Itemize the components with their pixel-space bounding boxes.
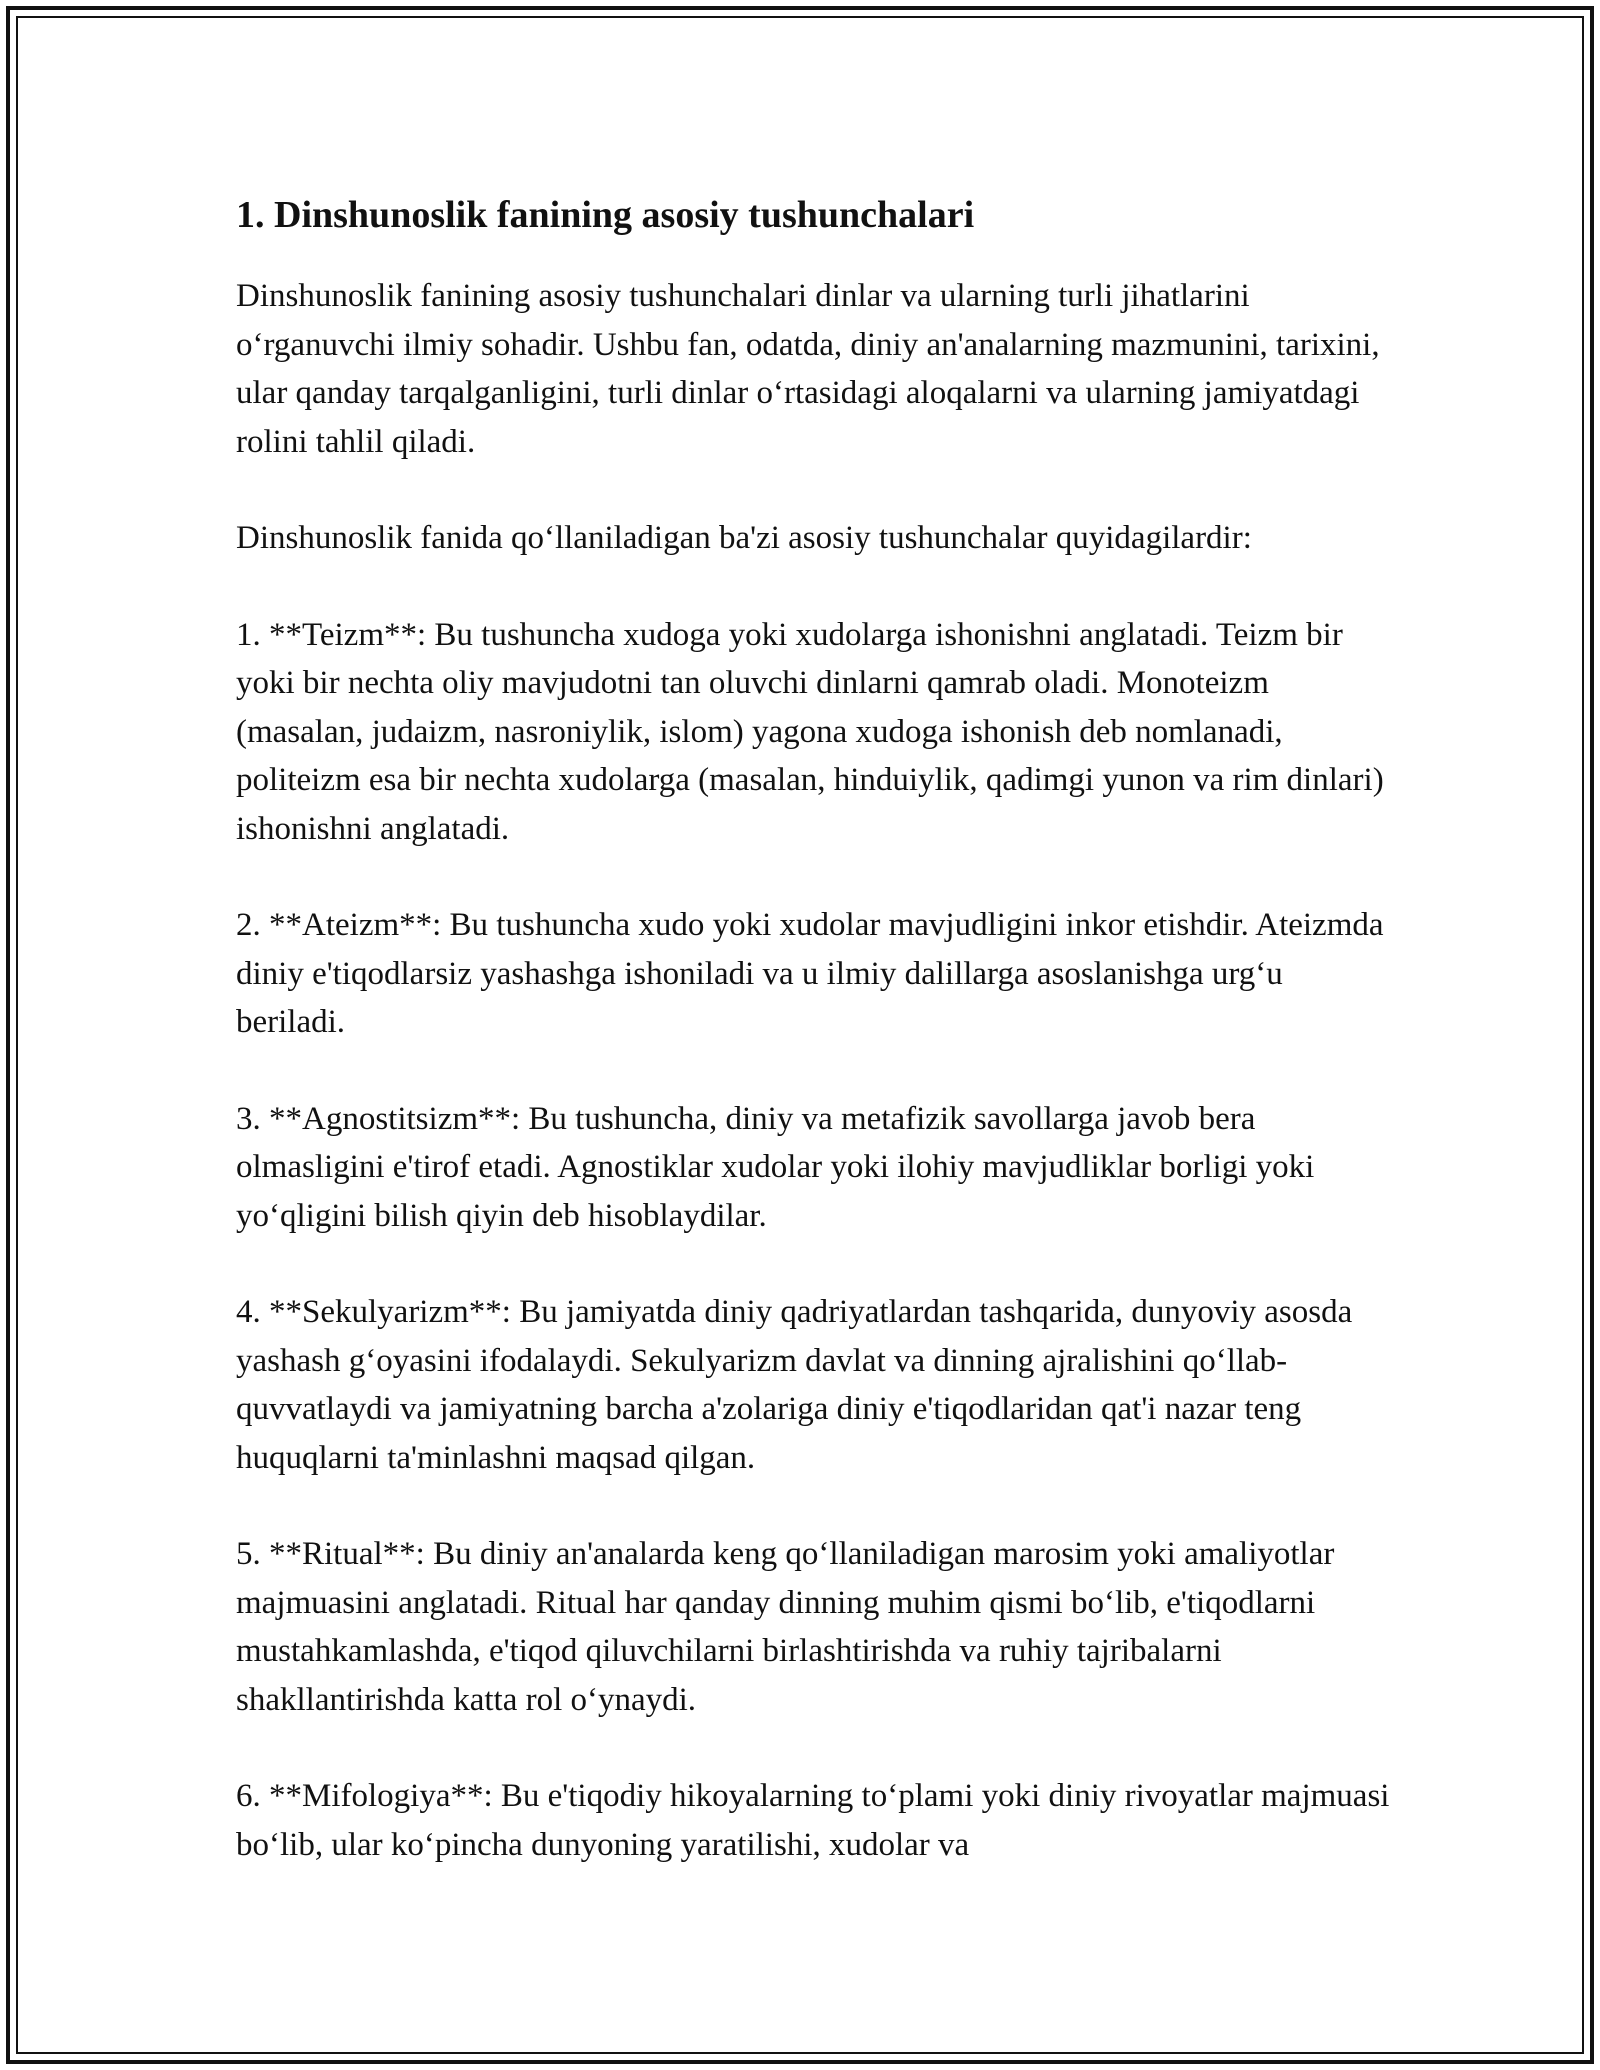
- concept-mifologiya-paragraph: 6. **Mifologiya**: Bu e'tiqodiy hikoyalarning to‘plami yoki diniy rivoyatlar majmuasi bo‘lib, ular ko‘pincha dunyoning yaratilishi, xudolar va: [236, 1778, 1390, 1863]
- concept-agnostitsizm-paragraph: 3. **Agnostitsizm**: Bu tushuncha, diniy va metafizik savollarga javob bera olmasligini e'tirof etadi. Agnostiklar xudolar yoki ilohiy mavjudliklar borligi yoki yo‘qligini bilish qiyin deb hisoblaydilar.: [236, 1100, 1315, 1234]
- intro-paragraph: Dinshunoslik fanining asosiy tushunchalari dinlar va ularning turli jihatlarini o‘rganuvchi ilmiy sohadir. Ushbu fan, odatda, diniy an'analarning mazmunini, tarixini, ular qanday tarqalganligini, turli dinlar o‘rtasidagi aloqalarni va ularning jamiyatdagi rolini tahlil qiladi.: [236, 278, 1380, 460]
- concept-sekulyarizm-paragraph: 4. **Sekulyarizm**: Bu jamiyatda diniy qadriyatlardan tashqarida, dunyoviy asosda yashash g‘oyasini ifodalaydi. Sekulyarizm davlat va dinning ajralishini qo‘llab-quvvatlaydi va jamiyatning barcha a'zolariga diniy e'tiqodlaridan qat'i nazar teng huquqlarni ta'minlashni maqsad qilgan.: [236, 1294, 1353, 1476]
- concept-ritual-paragraph: 5. **Ritual**: Bu diniy an'analarda keng qo‘llaniladigan marosim yoki amaliyotlar majmuasini anglatadi. Ritual har qanday dinning muhim qismi bo‘lib, e'tiqodlarni mustahkamlashda, e'tiqod qiluvchilarni birlashtirishda va ruhiy tajribalarni shakllantirishda katta rol o‘ynaydi.: [236, 1536, 1335, 1718]
- section-title: 1. Dinshunoslik fanining asosiy tushunchalari: [236, 194, 975, 236]
- document-body: [236, 186, 1396, 1917]
- concepts-intro-paragraph: Dinshunoslik fanida qo‘llaniladigan ba'zi asosiy tushunchalar quyidagilardir:: [236, 520, 1252, 556]
- concept-teizm-paragraph: 1. **Teizm**: Bu tushuncha xudoga yoki xudolarga ishonishni anglatadi. Teizm bir yoki bir nechta oliy mavjudotni tan oluvchi dinlarni qamrab oladi. Monoteizm (masalan, judaizm, nasroniylik, islom) yagona xudoga ishonish deb nomlanadi, politeizm esa bir nechta xudolarga (masalan, hinduiylik, qadimgi yunon va rim dinlari) ishonishni anglatadi.: [236, 616, 1384, 847]
- concept-ateizm-paragraph: 2. **Ateizm**: Bu tushuncha xudo yoki xudolar mavjudligini inkor etishdir. Ateizmda diniy e'tiqodlarsiz yashashga ishoniladi va u ilmiy dalillarga asoslanishga urg‘u beriladi.: [236, 907, 1384, 1040]
